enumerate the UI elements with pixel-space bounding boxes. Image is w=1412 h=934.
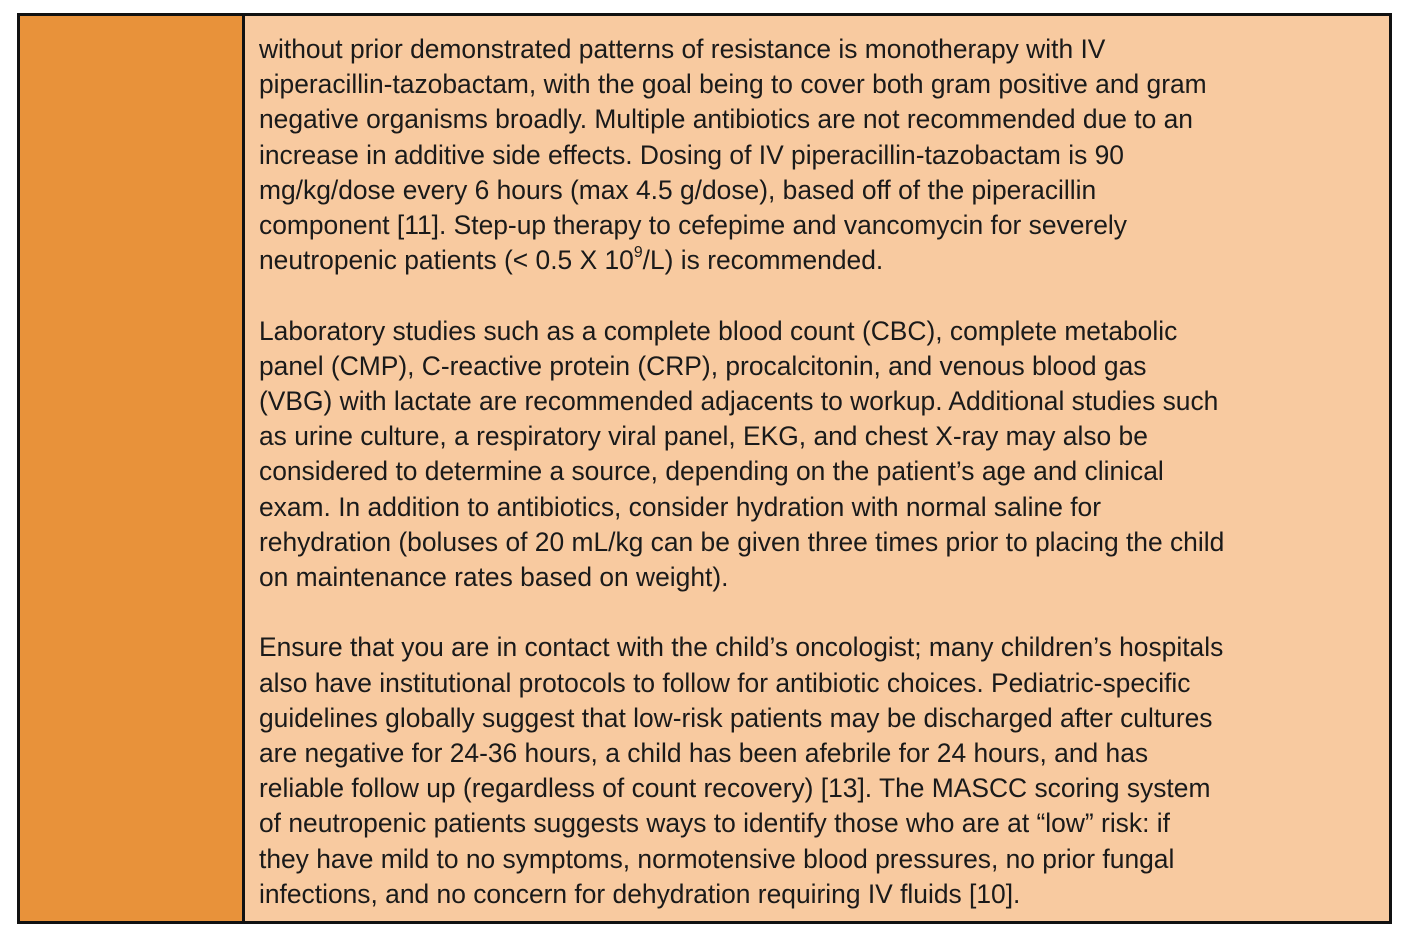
text-line: mg/kg/dose every 6 hours (max 4.5 g/dose), based off of the piperacillin [259, 174, 1097, 205]
text-line: piperacillin-tazobactam, with the goal being to cover both gram positive and gram [259, 69, 1207, 100]
paragraph-laboratory-studies [259, 314, 1383, 596]
guideline-table [17, 13, 1392, 924]
text-line: considered to determine a source, depending on the patient’s age and clinical [259, 456, 1164, 487]
text-line: without prior demonstrated patterns of resistance is monotherapy with IV [259, 34, 1106, 64]
text-line: (VBG) with lactate are recommended adjacents to workup. Additional studies such [259, 386, 1219, 417]
text-segment: /L) is recommended. [642, 245, 884, 276]
text-line: infections, and no concern for dehydration requiring IV fluids [10]. [259, 878, 1021, 909]
paragraph-antibiotic-therapy [259, 32, 1383, 278]
text-line: also have institutional protocols to follow for antibiotic choices. Pediatric-specific [259, 667, 1191, 698]
text-line: component [11]. Step-up therapy to cefepime and vancomycin for severely [259, 210, 1127, 241]
text-line: guidelines globally suggest that low-risk patients may be discharged after cultures [259, 702, 1213, 733]
text-line: Laboratory studies such as a complete blood count (CBC), complete metabolic [259, 315, 1178, 346]
left-shaded-cell [20, 16, 245, 921]
text-line: increase in additive side effects. Dosing of IV piperacillin-tazobactam is 90 [259, 139, 1124, 170]
text-line: are negative for 24-36 hours, a child has been afebrile for 24 hours, and has [259, 738, 1149, 769]
text-line: of neutropenic patients suggests ways to identify those who are at “low” risk: if [259, 808, 1170, 839]
text-line: reliable follow up (regardless of count recovery) [13]. The MASCC scoring system [259, 773, 1211, 804]
text-line: as urine culture, a respiratory viral panel, EKG, and chest X-ray may also be [259, 421, 1148, 452]
text-line: rehydration (boluses of 20 mL/kg can be given three times prior to placing the child [259, 526, 1225, 557]
superscript-exponent: 9 [633, 244, 643, 262]
text-line: panel (CMP), C-reactive protein (CRP), procalcitonin, and venous blood gas [259, 350, 1147, 381]
text-line: Ensure that you are in contact with the child’s oncologist; many children’s hospitals [259, 632, 1224, 663]
text-line: negative organisms broadly. Multiple antibiotics are not recommended due to an [259, 104, 1193, 135]
text-line: on maintenance rates based on weight). [259, 562, 729, 593]
paragraph-oncologist-contact [259, 630, 1383, 912]
content-cell [245, 16, 1389, 921]
text-line [259, 243, 1383, 278]
text-segment: neutropenic patients (< 0.5 X 10 [259, 245, 634, 276]
text-line: exam. In addition to antibiotics, consider hydration with normal saline for [259, 491, 1102, 522]
text-line: they have mild to no symptoms, normotensive blood pressures, no prior fungal [259, 843, 1175, 874]
